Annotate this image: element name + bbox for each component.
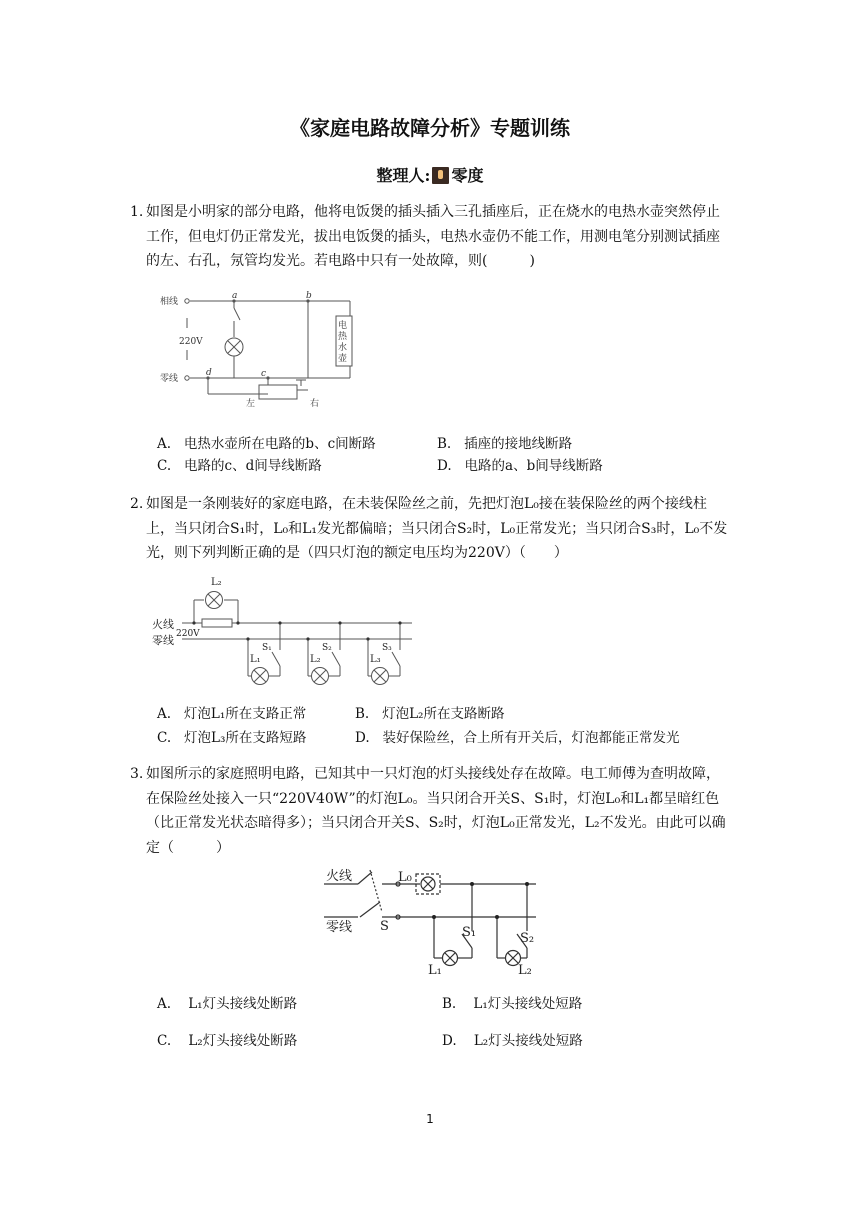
kettle-label-3: 水 xyxy=(338,343,348,353)
page-title: 《家庭电路故障分析》专题训练 xyxy=(290,116,570,140)
label-l3: L₃ xyxy=(370,654,381,665)
point-c: c xyxy=(261,369,267,379)
kettle-label-1: 电 xyxy=(338,321,348,331)
option-c[interactable]: C. 电路的c、d间导线断路 xyxy=(157,458,322,474)
label-l1: L₁ xyxy=(250,654,261,665)
point-d: d xyxy=(206,368,212,378)
question-3 xyxy=(130,762,730,860)
label-l2-top: L₂ xyxy=(211,577,222,588)
option-c[interactable]: C. 灯泡L₃所在支路短路 xyxy=(157,730,307,746)
options-2 xyxy=(0,702,860,752)
page-number: 1 xyxy=(426,1112,434,1126)
option-b[interactable]: B. 插座的接地线断路 xyxy=(437,436,573,452)
circuit-figure-1 xyxy=(160,288,375,413)
option-d[interactable]: D. L₂灯头接线处短路 xyxy=(442,1033,583,1049)
question-text: 如图所示的家庭照明电路，已知其中一只灯泡的灯头接线处存在故障。电工师傅为查明故障，在保险丝处接入一只“220V40W”的灯泡L₀。当只闭合开关S、S₁时，灯泡L₀和L₁都呈暗红色（比正常发光状态暗得多）；当只闭合开关S、S₂时，灯泡L₀正常发光，L₂不发光。由此可以确定（ ） xyxy=(146,766,726,856)
label-neutral-wire: 零线 xyxy=(326,920,353,935)
point-b: b xyxy=(306,291,312,301)
label-l0: L₀ xyxy=(398,870,412,885)
kettle-label-4: 壶 xyxy=(338,354,348,364)
label-voltage: 220V xyxy=(176,629,200,639)
label-live-wire: 火线 xyxy=(326,869,353,884)
compiler-prefix: 整理人: xyxy=(376,166,431,185)
question-text: 如图是小明家的部分电路，他将电饭煲的插头插入三孔插座后，正在烧水的电热水壶突然停止工作，但电灯仍正常发光，拔出电饭煲的插头，电热水壶仍不能工作，用测电笔分别测试插座的左、右孔，氖管均发光。若电路中只有一处故障，则( ) xyxy=(146,204,720,269)
question-number: 1. xyxy=(130,204,144,220)
options-3 xyxy=(0,992,860,1062)
question-number: 2. xyxy=(130,496,144,512)
option-b[interactable]: B. 灯泡L₂所在支路断路 xyxy=(355,706,505,722)
option-a[interactable]: A. 电热水壶所在电路的b、c间断路 xyxy=(157,436,376,452)
label-s2: S₂ xyxy=(520,931,535,946)
circuit-figure-3 xyxy=(322,862,542,976)
label-l2: L₂ xyxy=(310,654,321,665)
compiler-line xyxy=(0,163,860,186)
option-c[interactable]: C. L₂灯头接线处断路 xyxy=(157,1033,298,1049)
label-voltage: 220V xyxy=(179,337,203,347)
option-a[interactable]: A. 灯泡L₁所在支路正常 xyxy=(157,706,307,722)
options-1 xyxy=(0,432,860,482)
point-a: a xyxy=(232,291,238,301)
compiler-avatar-icon xyxy=(432,167,449,184)
label-live-wire: 相线 xyxy=(160,297,179,307)
question-text: 如图是一条刚装好的家庭电路，在未装保险丝之前，先把灯泡L₀接在装保险丝的两个接线柱上，当只闭合S₁时，L₀和L₁发光都偏暗；当只闭合S₂时，L₀正常发光；当只闭合S₃时，L₀不发光，则下列判断正确的是（四只灯泡的额定电压均为220V）（ ） xyxy=(146,496,728,561)
label-l1: L₁ xyxy=(428,963,442,976)
label-s1: S₁ xyxy=(462,925,477,940)
label-neutral-wire: 零线 xyxy=(152,634,174,647)
label-s2: S₂ xyxy=(322,643,332,653)
compiler-name: 零度 xyxy=(451,166,484,185)
option-a[interactable]: A. L₁灯头接线处断路 xyxy=(157,996,298,1012)
question-number: 3. xyxy=(130,766,144,782)
option-d[interactable]: D. 装好保险丝，合上所有开关后，灯泡都能正常发光 xyxy=(355,730,680,746)
kettle-label-2: 热 xyxy=(338,332,348,342)
circuit-figure-2 xyxy=(152,572,422,690)
label-s3: S₃ xyxy=(382,643,392,653)
socket-right-label: 右 xyxy=(310,399,320,409)
label-live-wire: 火线 xyxy=(152,618,174,631)
option-d[interactable]: D. 电路的a、b间导线断路 xyxy=(437,458,603,474)
label-l2: L₂ xyxy=(518,963,532,976)
label-s1: S₁ xyxy=(262,643,272,653)
label-s: S xyxy=(380,919,389,934)
question-1 xyxy=(130,200,730,274)
option-b[interactable]: B. L₁灯头接线处短路 xyxy=(442,996,583,1012)
socket-left-label: 左 xyxy=(246,399,256,409)
label-neutral-wire: 零线 xyxy=(160,374,179,384)
question-2 xyxy=(130,492,730,566)
